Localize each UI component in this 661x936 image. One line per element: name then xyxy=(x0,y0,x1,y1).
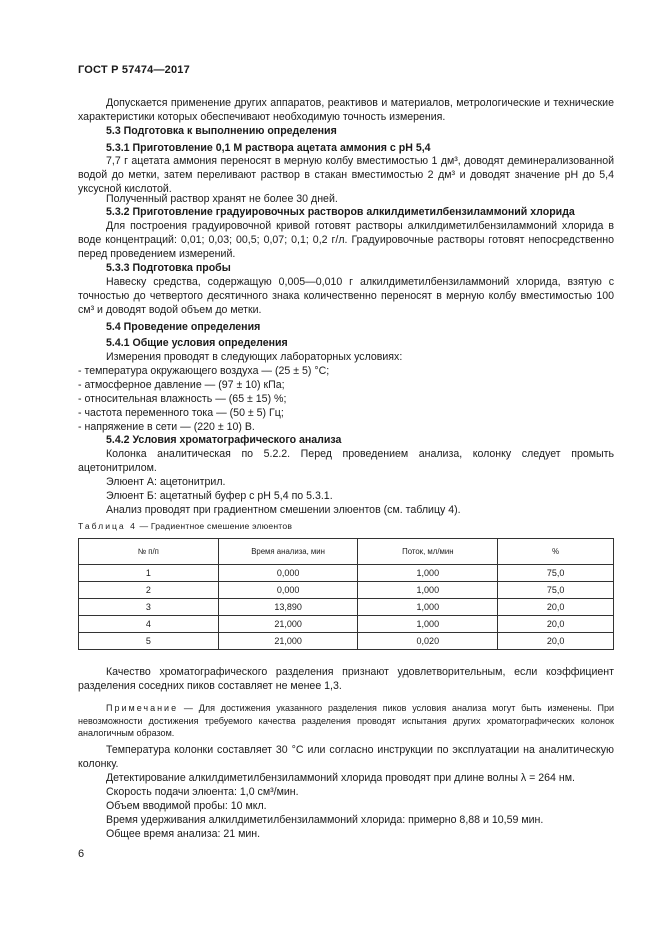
cell-flow: 1,000 xyxy=(358,616,498,633)
paragraph-5-3-1: 7,7 г ацетата аммония переносят в мерную колбу вместимостью 1 дм³, доводят деминерализованной водой до метки, затем переливают раствор в стакан вместимостью 2 дм³ и доводят значение рН до 5,4 уксусной кислотой. xyxy=(78,155,614,195)
cell-time: 21,000 xyxy=(218,633,358,650)
paragraph-5-3-2: Для построения градуировочной кривой готовят растворы алкилдиметилбензиламмоний хлорида в воде концентраций: 0,01; 0,03; 00,5; 0,07; 0,1; 0,2 г/л. Градуировочные растворы готовят непосредственно перед проведением измерений. xyxy=(78,220,614,260)
cell-number: 2 xyxy=(79,582,219,599)
note-label: Примечание xyxy=(106,703,179,713)
cell-percent: 20,0 xyxy=(498,599,614,616)
paragraph-eluent-a: Элюент А: ацетонитрил. xyxy=(106,476,226,488)
cell-flow: 1,000 xyxy=(358,599,498,616)
note-text: — Для достижения указанного разделения пиков условия анализа могут быть изменены. При невозможности достижения требуемого качества разделения проводят испытания других хроматографических колонок аналогичным образом. xyxy=(78,703,614,738)
paragraph-eluent-speed: Скорость подачи элюента: 1,0 см³/мин. xyxy=(106,786,299,798)
cell-percent: 20,0 xyxy=(498,633,614,650)
note xyxy=(78,702,614,740)
condition-item: - атмосферное давление — (97 ± 10) кПа; xyxy=(78,379,285,391)
cell-percent: 20,0 xyxy=(498,616,614,633)
cell-percent: 75,0 xyxy=(498,582,614,599)
condition-item: - относительная влажность — (65 ± 15) %; xyxy=(78,393,287,405)
table-row xyxy=(79,616,614,633)
page-number: 6 xyxy=(78,848,85,860)
document-header: ГОСТ Р 57474—2017 xyxy=(78,64,190,76)
section-5-3-heading: 5.3 Подготовка к выполнению определения xyxy=(106,125,337,137)
cell-time: 21,000 xyxy=(218,616,358,633)
header-cell-percent: % xyxy=(498,539,614,565)
table-header-row xyxy=(79,539,614,565)
section-5-4-2-heading: 5.4.2 Условия хроматографического анализа xyxy=(106,434,342,446)
gradient-table xyxy=(78,538,614,650)
paragraph-5-4-2-column: Колонка аналитическая по 5.2.2. Перед проведением анализа, колонку следует промыть ацетонитрилом. xyxy=(78,448,614,474)
table-row xyxy=(79,565,614,582)
table-row xyxy=(79,633,614,650)
table-caption-label: Таблица 4 xyxy=(78,521,137,531)
cell-number: 4 xyxy=(79,616,219,633)
table-caption-text: — Градиентное смешение элюентов xyxy=(136,521,293,531)
cell-number: 1 xyxy=(79,565,219,582)
paragraph-quality: Качество хроматографического разделения признают удовлетворительным, если коэффициент разделения соседних пиков составляет не менее 1,3. xyxy=(78,666,614,692)
section-5-3-2-heading: 5.3.2 Приготовление градуировочных растворов алкилдиметилбензиламмоний хлорида xyxy=(106,206,575,218)
paragraph-5-3-1-storage: Полученный раствор хранят не более 30 дней. xyxy=(106,193,338,205)
cell-number: 5 xyxy=(79,633,219,650)
table-caption xyxy=(78,521,292,531)
cell-flow: 1,000 xyxy=(358,565,498,582)
paragraph-temperature: Температура колонки составляет 30 °С или согласно инструкции по эксплуатации на аналитическую колонку. xyxy=(78,744,614,770)
paragraph-sample-volume: Объем вводимой пробы: 10 мкл. xyxy=(106,800,267,812)
condition-item: - частота переменного тока — (50 ± 5) Гц; xyxy=(78,407,284,419)
cell-flow: 0,020 xyxy=(358,633,498,650)
condition-item: - напряжение в сети — (220 ± 10) В. xyxy=(78,421,255,433)
cell-flow: 1,000 xyxy=(358,582,498,599)
paragraph-5-3-3: Навеску средства, содержащую 0,005—0,010 г алкилдиметилбензиламмоний хлорида, взятую с точностью до четвертого десятичного знака количественно переносят в мерную колбу вместимостью 100 см³ и доводят водой объем до метки. xyxy=(78,276,614,316)
table-row xyxy=(79,599,614,616)
section-5-3-1-heading: 5.3.1 Приготовление 0,1 М раствора ацетата аммония с рН 5,4 xyxy=(106,142,431,154)
paragraph-total-time: Общее время анализа: 21 мин. xyxy=(106,828,261,840)
header-cell-flow: Поток, мл/мин xyxy=(358,539,498,565)
paragraph-detection: Детектирование алкилдиметилбензиламмоний хлорида проводят при длине волны λ = 264 нм. xyxy=(106,772,575,784)
section-5-4-heading: 5.4 Проведение определения xyxy=(106,321,261,333)
cell-time: 0,000 xyxy=(218,565,358,582)
paragraph-eluent-b: Элюент Б: ацетатный буфер с рН 5,4 по 5.3.1. xyxy=(106,490,333,502)
paragraph-retention-time: Время удерживания алкилдиметилбензиламмоний хлорида: примерно 8,88 и 10,59 мин. xyxy=(106,814,544,826)
condition-item: - температура окружающего воздуха — (25 ± 5) °С; xyxy=(78,365,330,377)
cell-number: 3 xyxy=(79,599,219,616)
paragraph-gradient: Анализ проводят при градиентном смешении элюентов (см. таблицу 4). xyxy=(106,504,461,516)
paragraph-5-4-1: Измерения проводят в следующих лабораторных условиях: xyxy=(106,351,403,363)
section-5-3-3-heading: 5.3.3 Подготовка пробы xyxy=(106,262,231,274)
header-cell-time: Время анализа, мин xyxy=(218,539,358,565)
cell-percent: 75,0 xyxy=(498,565,614,582)
paragraph-equipment: Допускается применение других аппаратов, реактивов и материалов, метрологические и технические характеристики которых обеспечивают необходимую точность измерения. xyxy=(78,97,614,123)
table-row xyxy=(79,582,614,599)
section-5-4-1-heading: 5.4.1 Общие условия определения xyxy=(106,337,288,349)
cell-time: 0,000 xyxy=(218,582,358,599)
cell-time: 13,890 xyxy=(218,599,358,616)
header-cell-number: № п/п xyxy=(79,539,219,565)
